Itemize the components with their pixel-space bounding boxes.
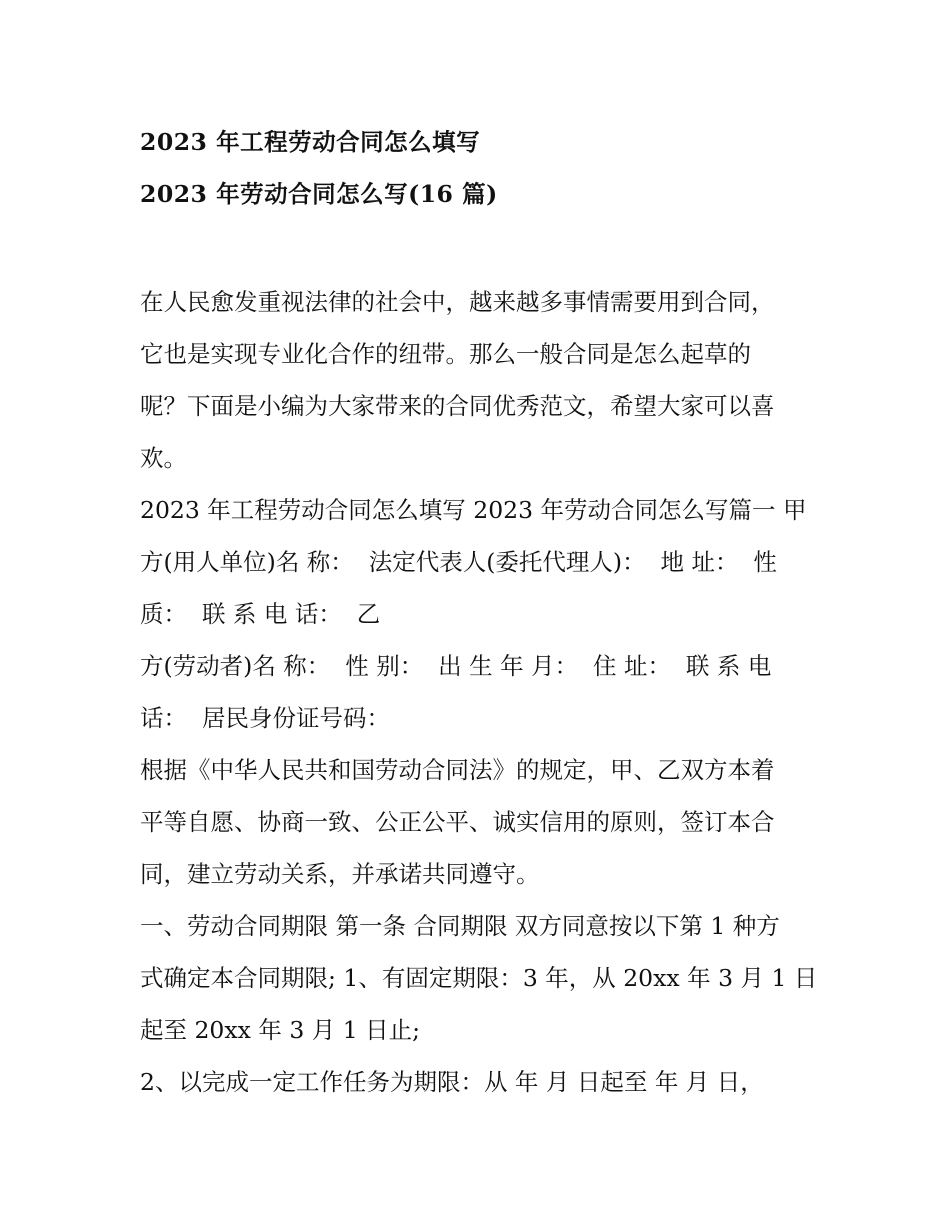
document-body bbox=[140, 276, 830, 1108]
body-text-line: 方(劳动者)名 称： 性 别： 出 生 年 月： 住 址： 联 系 电 bbox=[140, 652, 772, 680]
body-text-line: 欢。 bbox=[140, 444, 187, 472]
body-text-line: 2023 年工程劳动合同怎么填写 2023 年劳动合同怎么写篇一 甲 bbox=[140, 496, 807, 524]
body-text-line: 质： 联 系 电 话： 乙 bbox=[140, 600, 381, 628]
body-text-line: 话： 居民身份证号码： bbox=[140, 704, 390, 732]
body-text-line: 同，建立劳动关系，并承诺共同遵守。 bbox=[140, 860, 540, 888]
title-line: 2023 年劳动合同怎么写(16 篇) bbox=[140, 180, 498, 208]
document-title bbox=[140, 116, 830, 220]
body-text-line: 2、以完成一定工作任务为期限：从 年 月 日起至 年 月 日， bbox=[140, 1068, 764, 1096]
body-text-line: 平等自愿、协商一致、公正公平、诚实信用的原则，签订本合 bbox=[140, 808, 775, 836]
body-text-line: 在人民愈发重视法律的社会中，越来越多事情需要用到合同， bbox=[140, 288, 775, 316]
body-text-line: 起至 20xx 年 3 月 1 日止; bbox=[140, 1016, 421, 1044]
body-text-line: 方(用人单位)名 称： 法定代表人(委托代理人)： 地 址： 性 bbox=[140, 548, 777, 576]
body-text-line: 根据《中华人民共和国劳动合同法》的规定，甲、乙双方本着 bbox=[140, 756, 775, 784]
body-text-line: 式确定本合同期限; 1、有固定期限：3 年，从 20xx 年 3 月 1 日 bbox=[140, 964, 818, 992]
body-text-line: 呢？下面是小编为大家带来的合同优秀范文，希望大家可以喜 bbox=[140, 392, 775, 420]
title-line: 2023 年工程劳动合同怎么填写 bbox=[140, 128, 481, 156]
body-text-line: 一、劳动合同期限 第一条 合同期限 双方同意按以下第 1 种方 bbox=[140, 912, 780, 940]
body-text-line: 它也是实现专业化合作的纽带。那么一般合同是怎么起草的 bbox=[140, 340, 751, 368]
